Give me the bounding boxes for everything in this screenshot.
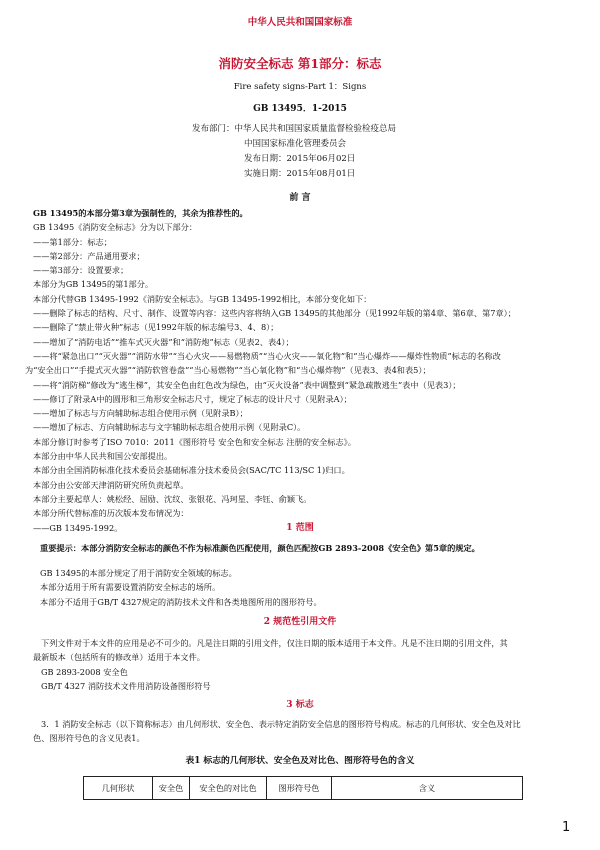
table-header-cell: 几何形状 xyxy=(84,777,153,800)
section-3-heading: 3 标志 xyxy=(286,700,314,710)
section-1-line: 本部分不适用于GB/T 4327规定的消防技术文件和各类地图所用的图形符号。 xyxy=(40,596,322,607)
foreword-line: ——第3部分：设置要求； xyxy=(33,265,129,276)
section-2-line: GB 2893-2008 安全色 xyxy=(41,666,128,677)
english-title: Fire safety signs-Part 1：Signs xyxy=(233,82,367,92)
publishing-dept-2: 中国国家标准化管理委员会 xyxy=(244,139,347,149)
page-number: 1 xyxy=(562,820,571,835)
foreword-line: ——增加了标志与方向辅助标志组合使用示例（见附录B）； xyxy=(33,408,248,419)
foreword-line: 本部分由全国消防标准化技术委员会基础标准分技术委员会(SAC/TC 113/SC 1)归口。 xyxy=(33,465,350,476)
foreword-line: ——将“紧急出口”“灭火器”“消防水带”“当心火灾——易燃物质”“当心火灾——氧化物”和“当心爆炸——爆炸性物质”标志的名称改 xyxy=(33,350,501,361)
foreword-line: 本部分修订时参考了ISO 7010：2011《图形符号 安全色和安全标志 注册的安全标志》。 xyxy=(33,436,356,447)
section-1-heading: 1 范围 xyxy=(286,523,314,533)
section-3-body xyxy=(33,717,573,746)
foreword-line: 本部分代替GB 13495-1992《消防安全标志》。与GB 13495-1992相比，本部分变化如下： xyxy=(33,293,372,304)
section-3-line: 色、图形符号色的含义见表1。 xyxy=(33,733,145,744)
foreword-line: ——GB 13495-1992。 xyxy=(33,522,123,533)
foreword-body xyxy=(25,206,573,535)
foreword-line: ——删除了标志的结构、尺寸、制作、设置等内容：这些内容将纳入GB 13495的其他部分（见1992年版的第4章、第6章、第7章）； xyxy=(33,308,516,319)
foreword-line: 本部分所代替标准的历次版本发布情况为： xyxy=(33,508,189,519)
foreword-line: 本部分由公安部天津消防研究所负责起草。 xyxy=(33,479,189,490)
foreword-line: 本部分由中华人民共和国公安部提出。 xyxy=(33,451,173,462)
release-date: 发布日期：2015年06月02日 xyxy=(244,154,356,164)
section-2-line: GB/T 4327 消防技术文件用消防设备图形符号 xyxy=(41,680,211,691)
foreword-line: ——增加了“消防电话”“推车式灭火器”和“消防炮”标志（见表2、表4）； xyxy=(33,336,294,347)
standard-number: GB 13495．1-2015 xyxy=(253,104,347,114)
foreword-line: 本部分主要起草人：姚松经、屈励、沈纹、张银花、冯珂星、李钰、俞颖飞。 xyxy=(33,493,312,504)
standard-issuer: 中华人民共和国国家标准 xyxy=(247,17,353,28)
foreword-line: ——删除了“禁止带火种”标志（见1992年版的标志编号3、4、8）； xyxy=(33,322,279,333)
section-2-line: 最新版本（包括所有的修改单）适用于本文件。 xyxy=(33,652,205,663)
notice-text: 重要提示：本部分消防安全标志的颜色不作为标准颜色匹配使用，颜色匹配按GB 2893-2008《安全色》第5章的规定。 xyxy=(40,543,480,553)
section-2-line: 下列文件对于本文件的应用是必不可少的。凡是注日期的引用文件，仅注日期的版本适用于本文件。凡是不注日期的引用文件，其 xyxy=(41,638,508,648)
foreword-line: ——增加了标志、方向辅助标志与文字辅助标志组合使用示例（见附录C）。 xyxy=(33,422,306,433)
section-3-line: 3．1 消防安全标志（以下简称标志）由几何形状、安全色、表示特定消防安全信息的图形符号构成。标志的几何形状、安全色及对比 xyxy=(41,719,521,729)
foreword-heading: 前 言 xyxy=(289,193,311,203)
document-title: 消防安全标志 第1部分：标志 xyxy=(218,56,382,71)
table-1-title: 表1 标志的几何形状、安全色及对比色、图形符号色的含义 xyxy=(185,756,415,766)
section-1-line: 本部分适用于所有需要设置消防安全标志的场所。 xyxy=(40,582,221,593)
table-header-row xyxy=(84,777,523,800)
section-2-body xyxy=(33,636,573,693)
table-header-cell: 安全色的对比色 xyxy=(190,777,267,800)
important-notice xyxy=(40,541,580,555)
table-header-cell: 图形符号色 xyxy=(267,777,332,800)
foreword-line: 为“安全出口”“手提式灭火器”“消防软管卷盘”“当心易燃物”“当心氧化物”和“当心爆炸物”（见表3、表4和表5）； xyxy=(25,365,431,376)
foreword-line: ——修订了附录A中的圆形和三角形安全标志尺寸，规定了标志的设计尺寸（见附录A）； xyxy=(33,393,352,404)
section-1-line: GB 13495的本部分规定了用于消防安全领域的标志。 xyxy=(40,568,237,578)
foreword-line: GB 13495的本部分第3章为强制性的，其余为推荐性的。 xyxy=(33,208,248,218)
table-header-cell: 含义 xyxy=(332,777,523,800)
table-1 xyxy=(83,776,523,800)
publication-info xyxy=(0,122,600,182)
foreword-line: ——第1部分：标志； xyxy=(33,236,112,247)
publishing-dept: 发布部门：中华人民共和国国家质量监督检验检疫总局 xyxy=(192,124,397,134)
foreword-line: ——将“消防梯”修改为“逃生梯”，其安全色由红色改为绿色，由“灭火设备”表中调整到“紧急疏散逃生”表中（见表3）； xyxy=(33,379,461,390)
foreword-line: ——第2部分：产品通用要求； xyxy=(33,250,145,261)
foreword-line: 本部分为GB 13495的第1部分。 xyxy=(33,279,154,290)
effective-date: 实施日期：2015年08月01日 xyxy=(244,169,356,179)
section-1-body xyxy=(40,566,580,609)
section-2-heading: 2 规范性引用文件 xyxy=(263,617,337,627)
table-header-cell: 安全色 xyxy=(153,777,190,800)
foreword-line: GB 13495《消防安全标志》分为以下部分： xyxy=(33,222,198,233)
